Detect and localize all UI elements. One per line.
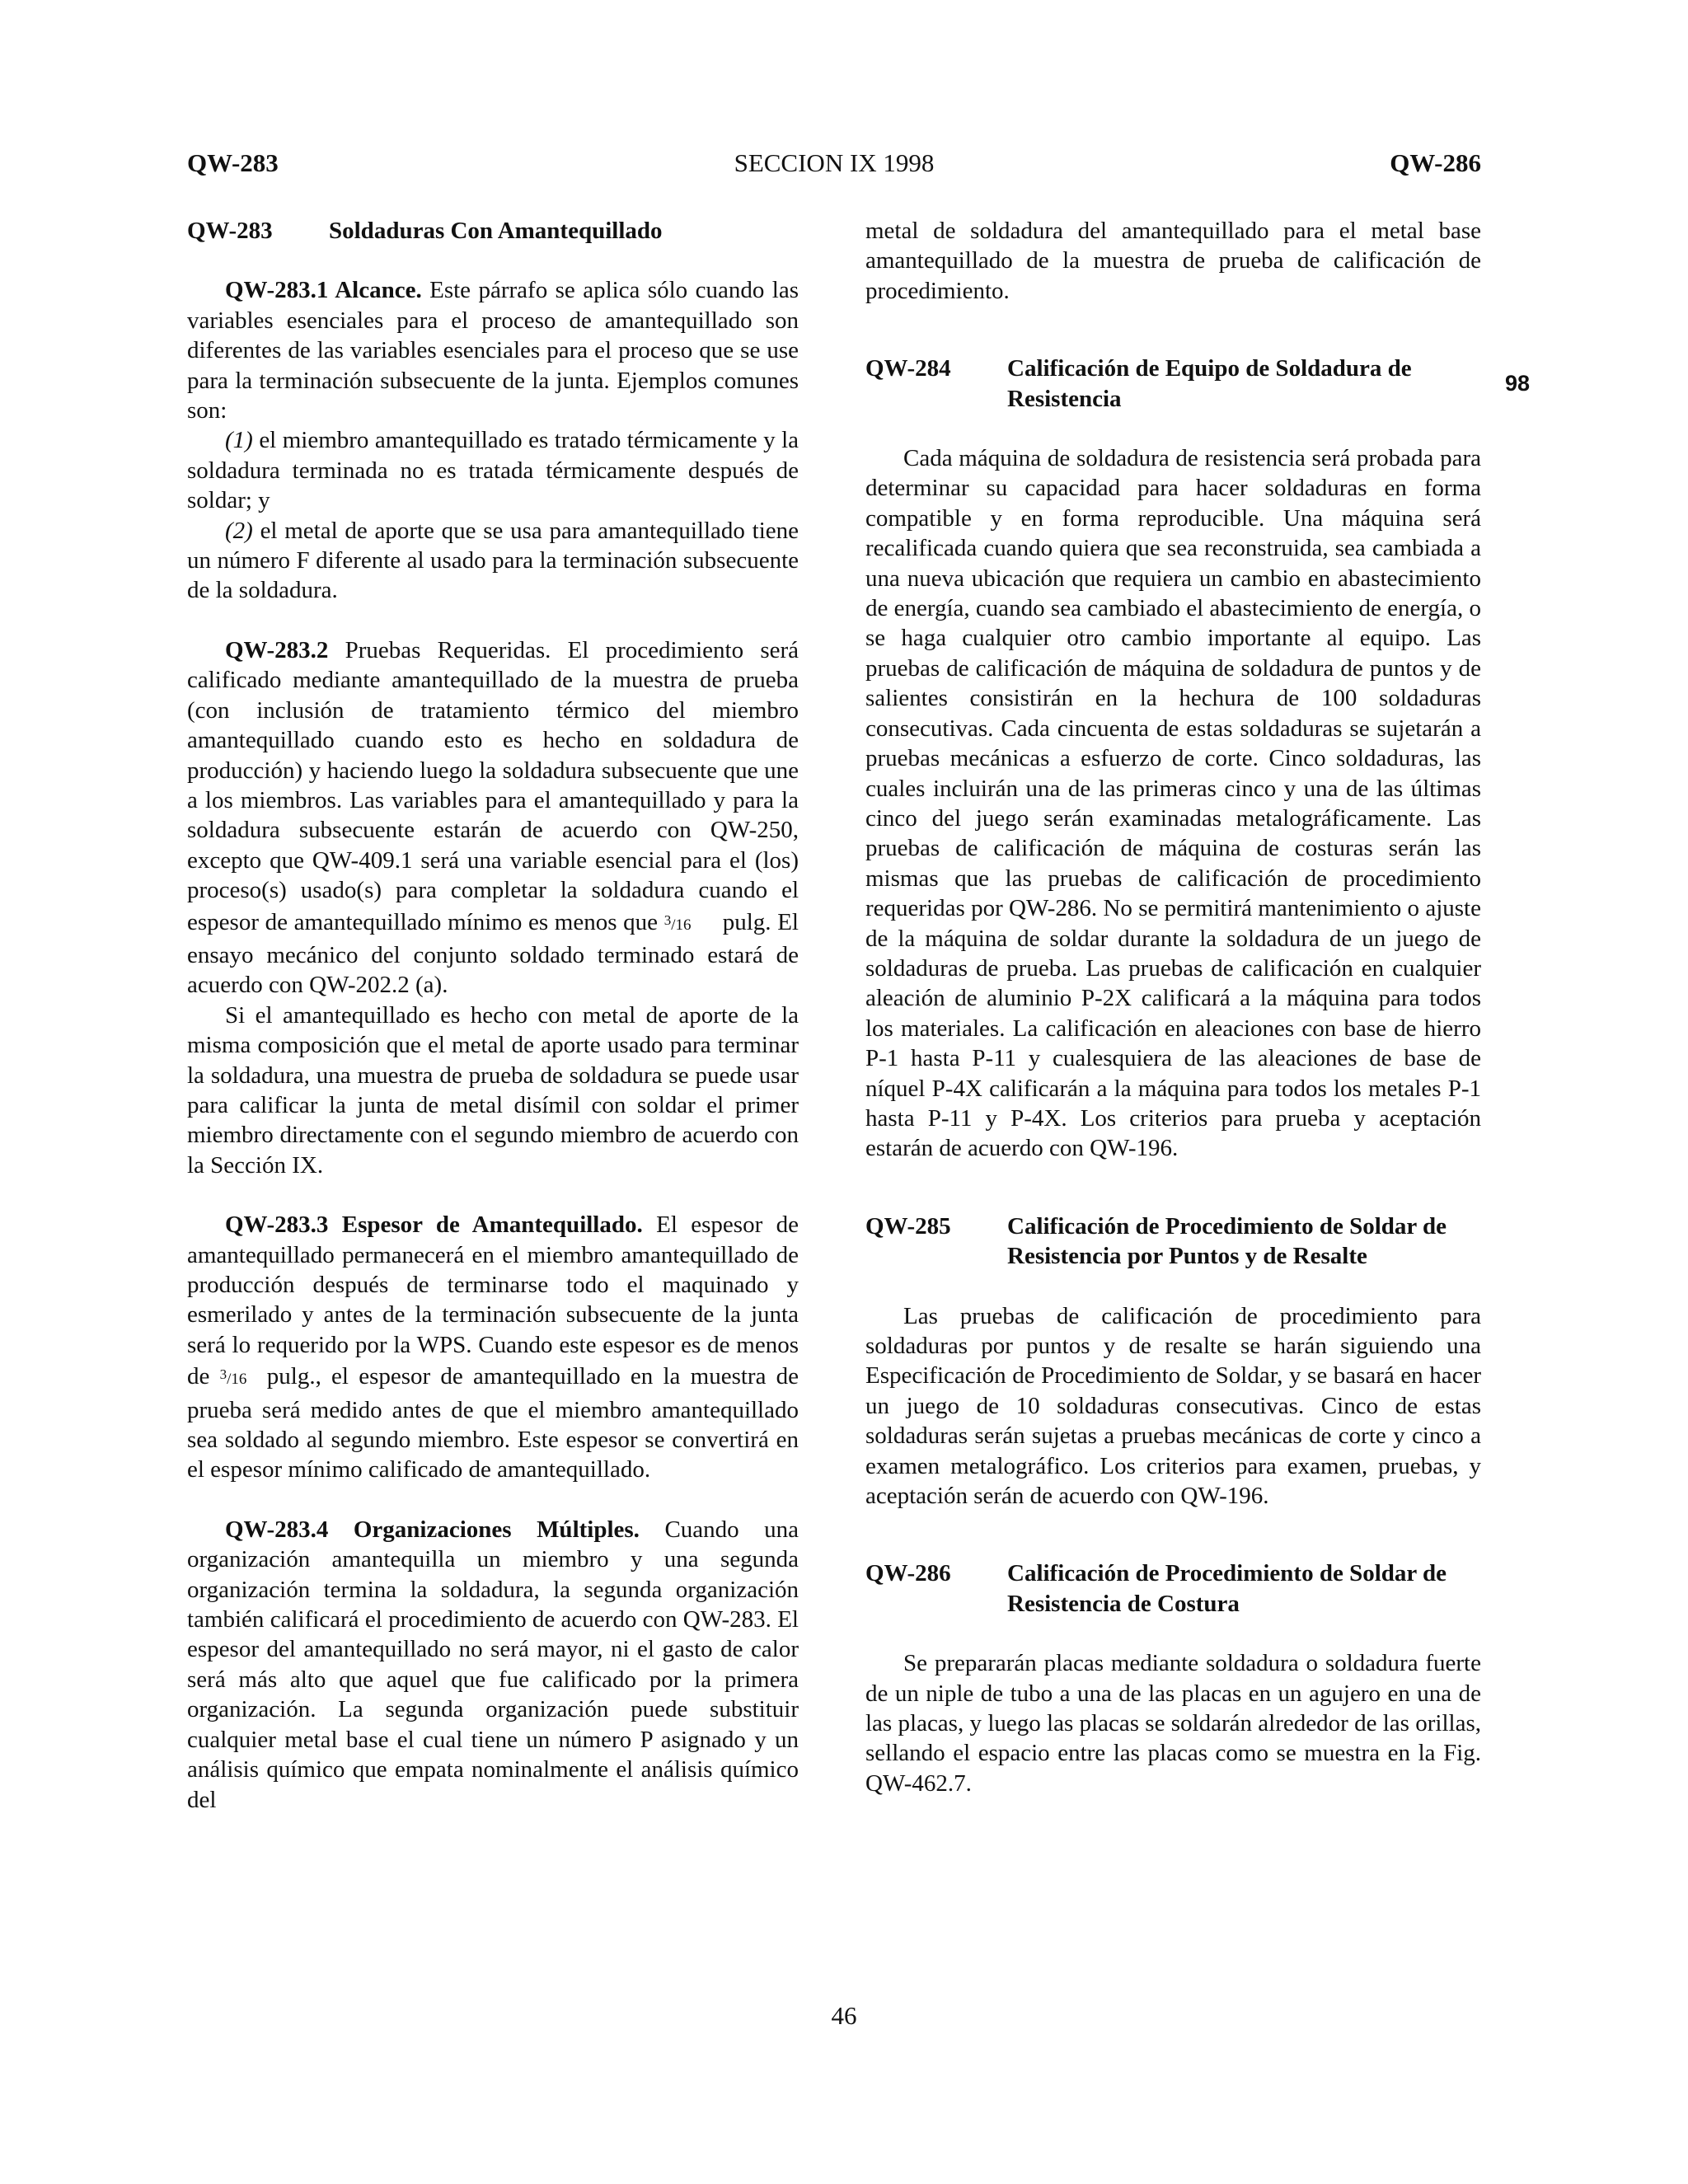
paragraph-qw283-1 [187,275,799,425]
section-number: QW-284 [865,355,951,382]
paragraph-text: El espesor de amantequillado permanecerá en el miembro amantequillado de producción después de terminarse todo el maquinado y esmerilado y antes de la terminación subsecuente de la junta será lo requerido por la WPS. Cuando este espesor es de menos de [187,1212,799,1390]
paragraph-qw283-4 [187,1515,799,1815]
paragraph-qw283-2 [187,635,799,1001]
section-heading-qw284 [865,354,1481,414]
paragraph-text-continued: pulg., el espesor de amantequillado en la muestra de prueba será medido antes de que el miembro amantequillado sea soldado al segundo miembro. Este espesor se convertirá en el espesor mínimo calificado de amantequillado. [187,1363,799,1483]
fraction: $^3$/16 [219,1366,247,1389]
left-column [187,216,799,1815]
paragraph-text-continued: pulg. El ensayo mecánico del conjunto soldado terminado estará de acuerdo con QW-202.2 (a). [187,908,799,999]
running-header [187,145,1481,181]
paragraph-qw284: Cada máquina de soldadura de resistencia será probada para determinar su capacidad para hacer soldaduras en forma compatible y en forma reproducible. Una máquina será recalificada cuando quiera que sea reconstruida, sea cambiada a una nueva ubicación que requiera un cambio en abastecimiento de energía, cuando sea cambiado el abastecimiento de energía, o se haga cualquier otro cambio importante al equipo. Las pruebas de calificación de máquina de soldadura de puntos y de salientes consistirán en la hechura de 100 soldaduras consecutivas. Cada cincuenta de estas soldaduras se sujetarán a pruebas mecánicas a esfuerzo de corte. Cinco soldaduras, las cuales incluirán una de las primeras cinco y una de las últimas cinco del juego serán examinadas metalográficamente. Las pruebas de calificación de máquina de costuras serán las mismas que las pruebas de calificación de procedimiento requeridas por QW-286. No se permitirá mantenimiento o ajuste de la máquina de soldar durante la soldadura de un juego de soldaduras de prueba. Las pruebas de calificación en cualquier aleación de aluminio P-2X calificará a la máquina para todos los materiales. La calificación en aleaciones con base de hierro P-1 hasta P-11 y cualesquiera de las aleaciones de base de níquel P-4X calificarán a la máquina para todos los metales P-1 hasta P-11 y P-4X. Los criterios para prueba y aceptación estarán de acuerdo con QW-196. [865,445,1481,1162]
section-number: QW-283 [187,218,273,244]
section-heading-qw283 [187,216,799,246]
section-title: Soldaduras Con Amantequillado [329,218,663,244]
paragraph-qw286: Se prepararán placas mediante soldadura o soldadura fuerte de un niple de tubo a una de las placas en un agujero en una de las placas, y luego las placas se soldarán alrededor de las orillas, sellando el espacio entre las placas como se muestra en la Fig. QW-462.7. [865,1650,1481,1797]
fraction: $^3$/16 [663,912,692,934]
list-item-text: el miembro amantequillado es tratado térmicamente y la soldadura terminada no es tratada térmicamente después de soldar; y [187,427,799,514]
section-number: QW-285 [865,1212,951,1240]
paragraph-id: QW-283.1 Alcance. [225,277,422,304]
paragraph-qw283-4-continued: metal de soldadura del amantequillado para el metal base amantequillado de la muestra de prueba de calificación de procedimiento. [865,218,1481,304]
section-number: QW-286 [865,1560,951,1587]
header-center-title: SECCION IX 1998 [734,148,935,177]
paragraph-qw283-2-continued: Si el amantequillado es hecho con metal de aporte de la misma composición que el metal de aporte usado para terminar la soldadura, una muestra de prueba de soldadura se puede usar para calificar la junta de metal disímil con soldar el primer miembro directamente con el segundo miembro de acuerdo con la Sección IX. [187,1001,799,1179]
section-title: Calificación de Equipo de Soldadura de Resistencia [1007,355,1412,412]
paragraph-id: QW-283.4 Organizaciones Múltiples. [225,1516,640,1543]
page-number: 46 [831,2001,857,2030]
paragraph-qw285: Las pruebas de calificación de procedimiento para soldaduras por puntos y de resalte se harán siguiendo una Especificación de Procedimiento de Soldar, y se basará en hacer un juego de 10 soldaduras consecutivas. Cinco de estas soldaduras serán sujetas a pruebas mecánicas de corte y cinco a examen metalográfico. Los criterios para examen, pruebas, y aceptación serán de acuerdo con QW-196. [865,1302,1481,1510]
paragraph-id: QW-283.2 [225,636,329,663]
list-marker: (1) [225,427,253,454]
header-right-section-number: QW-286 [1390,148,1481,177]
revision-margin-mark: 98 [1505,371,1531,396]
list-item-2 [187,516,799,606]
section-heading-qw285 [865,1212,1481,1272]
right-column [865,216,1481,1798]
section-heading-qw286 [865,1558,1481,1619]
header-left-section-number: QW-283 [187,148,279,177]
paragraph-text: Pruebas Requeridas. El procedimiento será calificado mediante amantequillado de la muestra de prueba (con inclusión de tratamiento térmico del miembro amantequillado cuando esto es hecho en soldadura de producción) y haciendo luego la soldadura subsecuente que une a los miembros. Las variables para el amantequillado y para la soldadura subsecuente estarán de acuerdo con QW-250, excepto que QW-409.1 será una variable esencial para el (los) proceso(s) usado(s) para completar la soldadura cuando el espesor de amantequillado mínimo es menos que [187,636,799,935]
paragraph-text: Este párrafo se aplica sólo cuando las variables esenciales para el proceso de amantequillado son diferentes de las variables esenciales para el proceso que se use para la terminación subsecuente de la junta. Ejemplos comunes son: [187,277,799,424]
paragraph-text: Cuando una organización amantequilla un miembro y una segunda organización termina la soldadura, la segunda organización también calificará el procedimiento de acuerdo con QW-283. El espesor del amantequillado no será mayor, ni el gasto de calor será más alto que aquel que fue calificado por la primera organización. La segunda organización puede substituir cualquier metal base el cual tiene un número P asignado y un análisis químico que empata nominalmente el análisis químico del [187,1516,799,1813]
paragraph-id: QW-283.3 Espesor de Amantequillado. [225,1212,643,1239]
list-item-1 [187,425,799,515]
list-item-text: el metal de aporte que se usa para amantequillado tiene un número F diferente al usado para la terminación subsecuente de la soldadura. [187,517,799,604]
section-title: Calificación de Procedimiento de Soldar de Resistencia por Puntos y de Resalte [1007,1212,1447,1270]
list-marker: (2) [225,517,253,544]
section-title: Calificación de Procedimiento de Soldar de Resistencia de Costura [1007,1560,1447,1617]
paragraph-qw283-3 [187,1210,799,1485]
